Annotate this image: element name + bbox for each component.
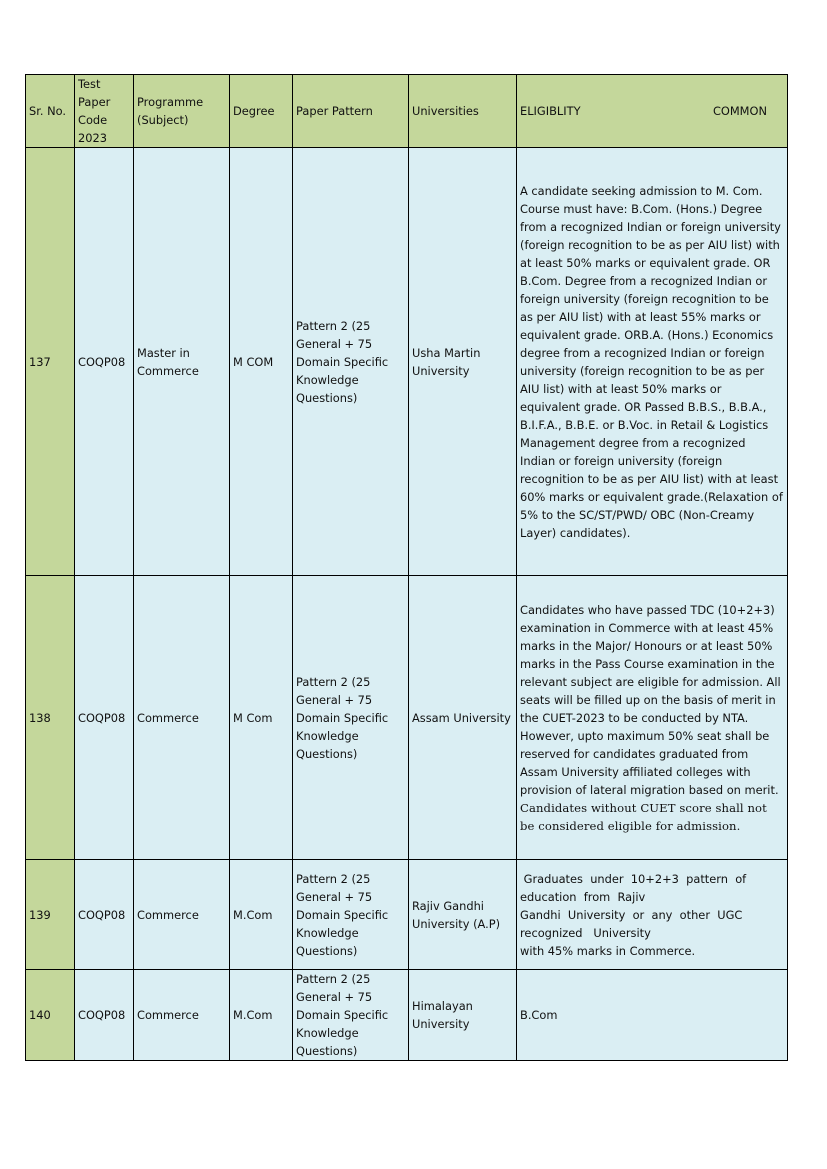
header-universities: Universities [409,75,517,148]
degree-cell: M Com [230,576,293,860]
header-degree: Degree [230,75,293,148]
programme-cell: Master in Commerce [134,148,230,576]
paper-code-cell: COQP08 [75,576,134,860]
eligibility-note: Candidates without CUET score shall not be considered eligible for admission. [520,800,767,833]
paper-code-cell: COQP08 [75,970,134,1061]
header-test-paper-code: Test Paper Code 2023 [75,75,134,148]
university-cell: Assam University [409,576,517,860]
eligibility-line: recognized University [520,925,651,940]
paper-pattern-cell: Pattern 2 (25 General + 75 Domain Specific Knowledge Questions) [293,860,409,970]
university-cell: Rajiv Gandhi University (A.P) [409,860,517,970]
university-cell: Himalayan University [409,970,517,1061]
eligibility-cell [517,576,788,860]
table-row [26,970,788,1061]
sr-no-cell: 138 [26,576,75,860]
header-eligibility-label: ELIGIBLITY [520,104,581,118]
programme-cell: Commerce [134,576,230,860]
paper-code-cell: COQP08 [75,148,134,576]
table-row [26,860,788,970]
eligibility-line: with 45% marks in Commerce. [520,943,696,958]
eligibility-cell [517,860,788,970]
degree-cell: M COM [230,148,293,576]
degree-cell: M.Com [230,970,293,1061]
header-paper-pattern: Paper Pattern [293,75,409,148]
eligibility-cell: B.Com [517,970,788,1061]
eligibility-line: Graduates under 10+2+3 pattern of [520,871,747,886]
eligibility-line: education from Rajiv [520,889,646,904]
sr-no-cell: 137 [26,148,75,576]
degree-cell: M.Com [230,860,293,970]
programme-cell: Commerce [134,860,230,970]
header-eligibility [517,75,788,148]
table-row [26,576,788,860]
eligibility-table [25,74,788,1061]
eligibility-cell: A candidate seeking admission to M. Com. Course must have: B.Com. (Hons.) Degree from a recognized Indian or foreign university (foreign recognition to be as per AIU list) with at least 50% marks or equivalent grade. OR B.Com. Degree from a recognized Indian or foreign university (foreign recognition to be as per AIU list) with at least 55% marks or equivalent grade. ORB.A. (Hons.) Economics degree from a recognized Indian or foreign university (foreign recognition to be as per AIU list) with at least 50% marks or equivalent grade. OR Passed B.B.S., B.B.A., B.I.F.A., B.B.E. or B.Voc. in Retail & Logistics Management degree from a recognized Indian or foreign university (foreign recognition to be as per AIU list) with at least 60% marks or equivalent grade.(Relaxation of 5% to the SC/ST/PWD/ OBC (Non-Creamy Layer) candidates). [517,148,788,576]
paper-code-cell: COQP08 [75,860,134,970]
sr-no-cell: 139 [26,860,75,970]
paper-pattern-cell: Pattern 2 (25 General + 75 Domain Specific Knowledge Questions) [293,970,409,1061]
table-row [26,148,788,576]
university-cell: Usha Martin University [409,148,517,576]
eligibility-text: Candidates who have passed TDC (10+2+3) examination in Commerce with at least 45% marks in the Major/ Honours or at least 50% marks in the Pass Course examination in the relevant subject are eligible for admission. All seats will be filled up on the basis of merit in the CUET-2023 to be conducted by NTA. However, upto maximum 50% seat shall be reserved for candidates graduated from Assam University affiliated colleges with provision of lateral migration based on merit. [520,602,781,797]
paper-pattern-cell: Pattern 2 (25 General + 75 Domain Specific Knowledge Questions) [293,148,409,576]
header-row [26,75,788,148]
header-sr-no: Sr. No. [26,75,75,148]
paper-pattern-cell: Pattern 2 (25 General + 75 Domain Specific Knowledge Questions) [293,576,409,860]
eligibility-line: Gandhi University or any other UGC [520,907,743,922]
sr-no-cell: 140 [26,970,75,1061]
header-programme: Programme (Subject) [134,75,230,148]
programme-cell: Commerce [134,970,230,1061]
header-common-label: COMMON [712,104,767,118]
